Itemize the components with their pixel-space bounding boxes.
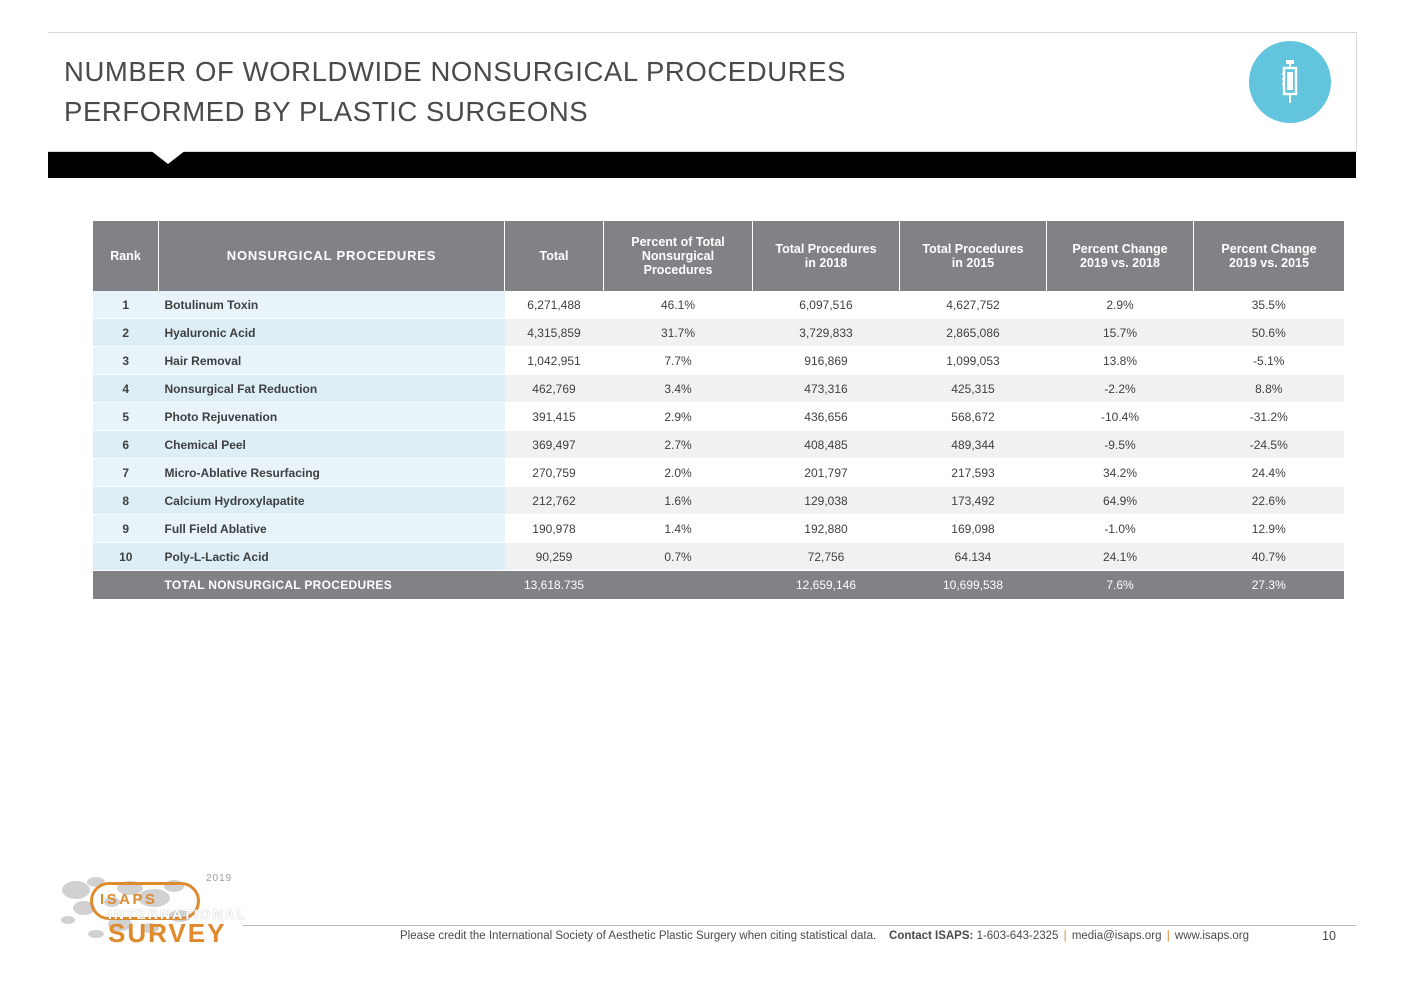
cell-procedure: Micro-Ablative Resurfacing: [159, 459, 505, 487]
cell-total-2015: 2,865,086: [900, 319, 1047, 347]
column-header-total: Total: [505, 221, 604, 291]
page-title: [64, 52, 1114, 132]
column-header-percent-of-total: [604, 221, 753, 291]
cell-percent-change-2015: 50.6%: [1194, 319, 1345, 347]
cell-total: 391,415: [505, 403, 604, 431]
table-head: [93, 221, 1344, 291]
cell-total-2015: 173,492: [900, 487, 1047, 515]
cell-total-2018: 473,316: [753, 375, 900, 403]
cell-percent-change-2018: -1.0%: [1047, 515, 1194, 543]
cell-total-2015: 489,344: [900, 431, 1047, 459]
column-header-total-2015-line2: in 2015: [951, 256, 995, 270]
cell-total-2018: 6,097,516: [753, 291, 900, 319]
table-row: [93, 487, 1344, 515]
cell-percent-change-2015: 35.5%: [1194, 291, 1345, 319]
cell-procedure: Hyaluronic Acid: [159, 319, 505, 347]
cell-total-2015: 64.134: [900, 543, 1047, 571]
footer-separator-2: |: [1166, 930, 1170, 942]
cell-procedure: Full Field Ablative: [159, 515, 505, 543]
cell-procedure: Photo Rejuvenation: [159, 403, 505, 431]
cell-total: 270,759: [505, 459, 604, 487]
cell-total: 90,259: [505, 543, 604, 571]
isaps-logo: [48, 860, 278, 960]
cell-percent-of-total: 7.7%: [604, 347, 753, 375]
cell-percent-of-total: 3.4%: [604, 375, 753, 403]
total-cell-percent-change-2018: 7.6%: [1047, 571, 1194, 600]
cell-total-2018: 192,880: [753, 515, 900, 543]
column-header-percent-of-total-line3: Procedures: [643, 263, 713, 277]
table-row: [93, 319, 1344, 347]
cell-percent-change-2018: -10.4%: [1047, 403, 1194, 431]
column-header-total-2018-line1: Total Procedures: [775, 242, 877, 256]
table-row: [93, 459, 1344, 487]
column-header-percent-change-2015: [1194, 221, 1345, 291]
table-body: [93, 291, 1344, 599]
column-header-percent-change-2018-line2: 2019 vs. 2018: [1080, 256, 1160, 270]
cell-total-2018: 3,729,833: [753, 319, 900, 347]
cell-total: 369,497: [505, 431, 604, 459]
cell-rank: 10: [93, 543, 159, 571]
cell-total-2018: 129,038: [753, 487, 900, 515]
column-header-percent-change-2015-line2: 2019 vs. 2015: [1229, 256, 1309, 270]
cell-total-2018: 916,869: [753, 347, 900, 375]
logo-survey: SURVEY: [108, 918, 227, 948]
table-row: [93, 431, 1344, 459]
cell-percent-of-total: 1.6%: [604, 487, 753, 515]
cell-total-2015: 4,627,752: [900, 291, 1047, 319]
total-cell-total-2018: 12,659,146: [753, 571, 900, 600]
cell-percent-change-2018: 15.7%: [1047, 319, 1194, 347]
footer-phone: 1-603-643-2325: [976, 930, 1059, 942]
total-cell-rank: [93, 571, 159, 600]
cell-percent-of-total: 31.7%: [604, 319, 753, 347]
syringe-icon: [1273, 59, 1307, 105]
procedures-table-container: [93, 221, 1317, 599]
cell-rank: 1: [93, 291, 159, 319]
table-total-row: [93, 571, 1344, 600]
footer-credit-text: Please credit the International Society of Aesthetic Plastic Surgery when citing statistical data.: [400, 930, 877, 942]
cell-total-2015: 425,315: [900, 375, 1047, 403]
cell-percent-change-2018: 64.9%: [1047, 487, 1194, 515]
cell-procedure: Nonsurgical Fat Reduction: [159, 375, 505, 403]
footer-contact-label: Contact ISAPS:: [889, 930, 974, 942]
column-header-percent-change-2018: [1047, 221, 1194, 291]
cell-percent-change-2015: 22.6%: [1194, 487, 1345, 515]
cell-rank: 4: [93, 375, 159, 403]
logo-international: INTERNATIONAL: [108, 906, 248, 922]
column-header-percent-change-2015-line1: Percent Change: [1221, 242, 1317, 256]
cell-rank: 9: [93, 515, 159, 543]
cell-total: 6,271,488: [505, 291, 604, 319]
page-number: 10: [1322, 929, 1336, 943]
cell-percent-of-total: 1.4%: [604, 515, 753, 543]
total-cell-percent-change-2015: 27.3%: [1194, 571, 1345, 600]
cell-total: 190,978: [505, 515, 604, 543]
table-row: [93, 375, 1344, 403]
cell-percent-of-total: 46.1%: [604, 291, 753, 319]
table-header-row: [93, 221, 1344, 291]
cell-percent-change-2015: 8.8%: [1194, 375, 1345, 403]
total-cell-label: TOTAL NONSURGICAL PROCEDURES: [159, 571, 505, 600]
cell-rank: 6: [93, 431, 159, 459]
cell-percent-change-2018: 2.9%: [1047, 291, 1194, 319]
cell-total-2015: 1,099,053: [900, 347, 1047, 375]
cell-rank: 8: [93, 487, 159, 515]
cell-percent-change-2018: 13.8%: [1047, 347, 1194, 375]
footer-website[interactable]: www.isaps.org: [1174, 930, 1250, 942]
cell-percent-change-2018: -2.2%: [1047, 375, 1194, 403]
column-header-percent-change-2018-line1: Percent Change: [1072, 242, 1168, 256]
syringe-badge: [1249, 41, 1331, 123]
logo-year: 2019: [206, 873, 233, 884]
header-notch: [150, 150, 186, 164]
cell-percent-of-total: 2.0%: [604, 459, 753, 487]
cell-percent-change-2015: -31.2%: [1194, 403, 1345, 431]
column-header-procedures: NONSURGICAL PROCEDURES: [159, 221, 505, 291]
cell-percent-change-2015: 40.7%: [1194, 543, 1345, 571]
column-header-total-2018-line2: in 2018: [804, 256, 848, 270]
cell-percent-change-2015: -5.1%: [1194, 347, 1345, 375]
column-header-total-2015-line1: Total Procedures: [922, 242, 1024, 256]
cell-percent-change-2015: 12.9%: [1194, 515, 1345, 543]
total-cell-percent-of-total: [604, 571, 753, 600]
cell-procedure: Calcium Hydroxylapatite: [159, 487, 505, 515]
isaps-wordmark: ISAPS: [100, 891, 158, 908]
cell-total: 4,315,859: [505, 319, 604, 347]
total-cell-total: 13,618.735: [505, 571, 604, 600]
procedures-table: [93, 221, 1344, 599]
table-row: [93, 347, 1344, 375]
cell-total-2018: 201,797: [753, 459, 900, 487]
cell-total-2018: 436,656: [753, 403, 900, 431]
cell-total-2015: 568,672: [900, 403, 1047, 431]
column-header-percent-of-total-line1: Percent of Total: [631, 235, 725, 249]
cell-procedure: Poly-L-Lactic Acid: [159, 543, 505, 571]
cell-total-2018: 408,485: [753, 431, 900, 459]
cell-rank: 3: [93, 347, 159, 375]
cell-percent-change-2015: 24.4%: [1194, 459, 1345, 487]
cell-procedure: Chemical Peel: [159, 431, 505, 459]
cell-total: 462,769: [505, 375, 604, 403]
cell-percent-of-total: 2.9%: [604, 403, 753, 431]
cell-percent-change-2018: 24.1%: [1047, 543, 1194, 571]
page-title-line-1: NUMBER OF WORLDWIDE NONSURGICAL PROCEDURES: [64, 56, 847, 87]
cell-total-2018: 72,756: [753, 543, 900, 571]
cell-total-2015: 169,098: [900, 515, 1047, 543]
cell-procedure: Botulinum Toxin: [159, 291, 505, 319]
column-header-percent-of-total-line2: Nonsurgical: [641, 249, 715, 263]
column-header-total-2018: [753, 221, 900, 291]
cell-percent-change-2015: -24.5%: [1194, 431, 1345, 459]
cell-total: 1,042,951: [505, 347, 604, 375]
cell-percent-of-total: 0.7%: [604, 543, 753, 571]
column-header-total-2015: [900, 221, 1047, 291]
footer-credit-line: [400, 930, 1249, 942]
cell-rank: 2: [93, 319, 159, 347]
page-title-line-2: PERFORMED BY PLASTIC SURGEONS: [64, 96, 589, 127]
cell-rank: 5: [93, 403, 159, 431]
total-cell-total-2015: 10,699,538: [900, 571, 1047, 600]
cell-rank: 7: [93, 459, 159, 487]
cell-percent-of-total: 2.7%: [604, 431, 753, 459]
table-row: [93, 515, 1344, 543]
cell-total-2015: 217,593: [900, 459, 1047, 487]
table-row: [93, 403, 1344, 431]
column-header-rank: Rank: [93, 221, 159, 291]
cell-procedure: Hair Removal: [159, 347, 505, 375]
footer-separator-1: |: [1063, 930, 1067, 942]
footer-divider: [243, 925, 1356, 926]
table-row: [93, 291, 1344, 319]
table-row: [93, 543, 1344, 571]
cell-percent-change-2018: 34.2%: [1047, 459, 1194, 487]
cell-percent-change-2018: -9.5%: [1047, 431, 1194, 459]
cell-total: 212,762: [505, 487, 604, 515]
footer-email[interactable]: media@isaps.org: [1071, 930, 1162, 942]
